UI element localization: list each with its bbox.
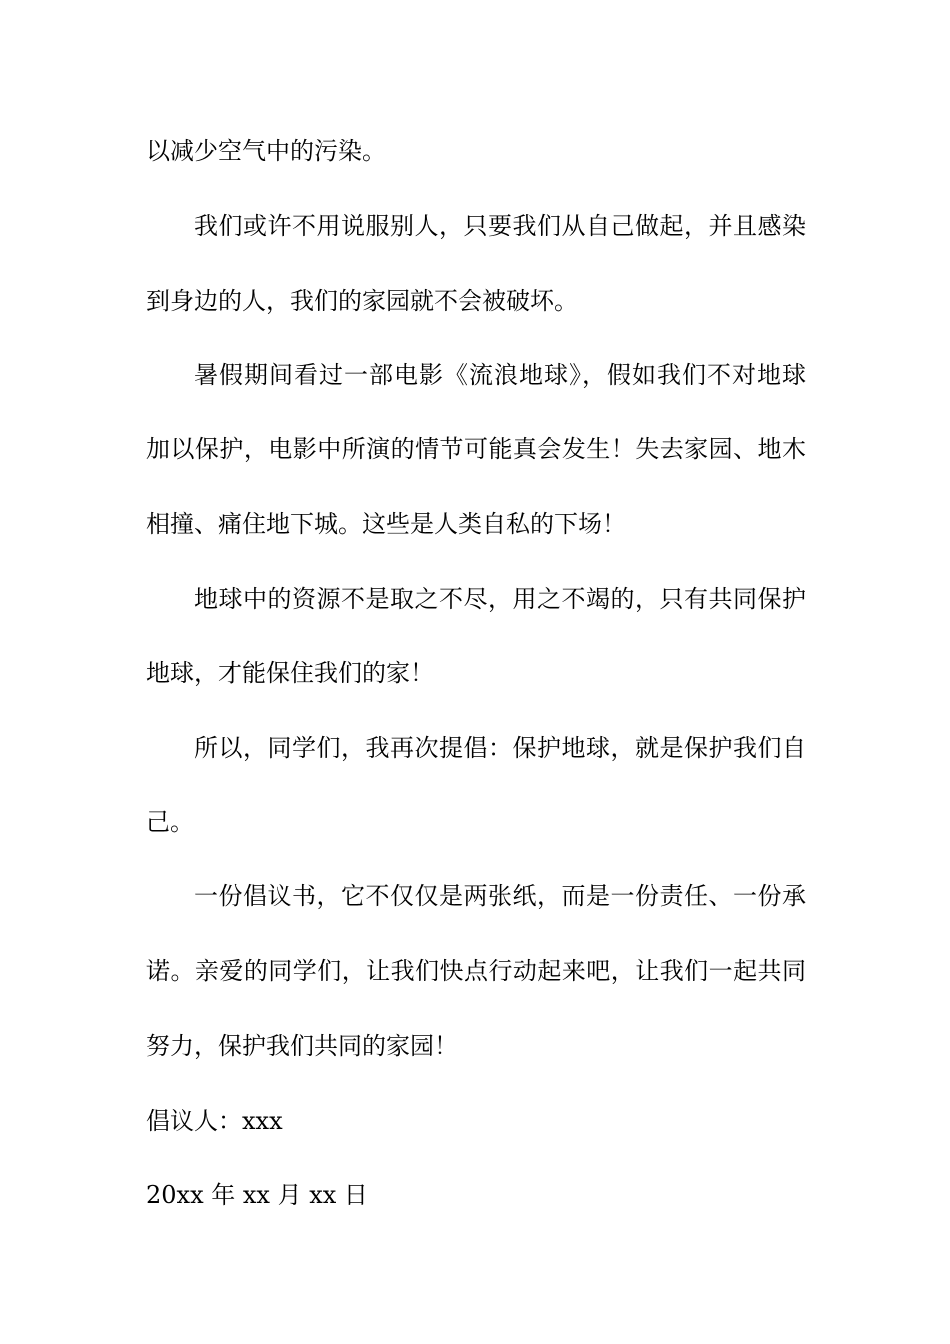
paragraph-line: 暑假期间看过一部电影《流浪地球》，假如我们不对地球 — [194, 361, 806, 389]
paragraph-line: 地球，才能保住我们的家！ — [146, 659, 434, 687]
paragraph-line: 以减少空气中的污染。 — [146, 137, 386, 165]
paragraph-line: 诺。亲爱的同学们，让我们快点行动起来吧，让我们一起共同 — [146, 957, 806, 985]
paragraph-line: 我们或许不用说服别人，只要我们从自己做起，并且感染 — [194, 212, 806, 240]
signature-line: 倡议人：xxx — [146, 1107, 283, 1135]
paragraph-line: 所以，同学们，我再次提倡：保护地球，就是保护我们自 — [194, 734, 806, 762]
paragraph-line: 努力，保护我们共同的家园！ — [146, 1032, 458, 1060]
paragraph-line: 己。 — [146, 808, 194, 836]
paragraph-line: 加以保护，电影中所演的情节可能真会发生！失去家园、地木 — [146, 435, 806, 463]
paragraph-line: 到身边的人，我们的家园就不会被破坏。 — [146, 287, 578, 315]
date-line: 20xx 年 xx 月 xx 日 — [146, 1181, 368, 1209]
paragraph-line: 相撞、痛住地下城。这些是人类自私的下场！ — [146, 510, 626, 538]
paragraph-line: 一份倡议书，它不仅仅是两张纸，而是一份责任、一份承 — [194, 882, 806, 910]
paragraph-line: 地球中的资源不是取之不尽，用之不竭的，只有共同保护 — [194, 585, 806, 613]
